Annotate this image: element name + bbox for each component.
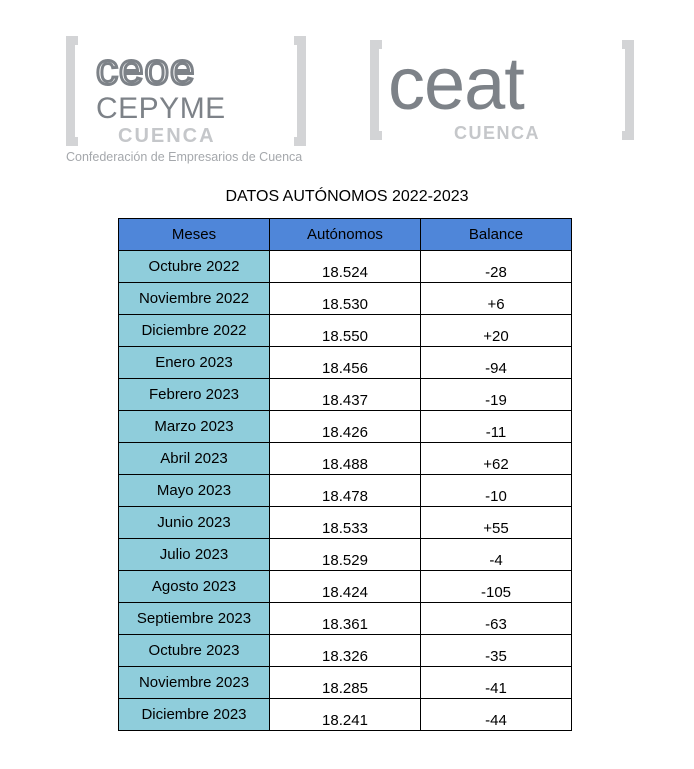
cell-autonomos: 18.241 <box>270 699 421 731</box>
cell-autonomos: 18.361 <box>270 603 421 635</box>
cell-balance: -44 <box>421 699 572 731</box>
table-row <box>119 315 572 347</box>
cell-month: Noviembre 2023 <box>119 667 270 699</box>
cepyme-logo-word: CEPYME <box>96 92 226 125</box>
cell-month: Febrero 2023 <box>119 379 270 411</box>
ceat-logo-word: ceat <box>388 42 524 125</box>
document-title: DATOS AUTÓNOMOS 2022-2023 <box>225 188 469 205</box>
ceat-logo <box>370 40 634 143</box>
cell-month: Octubre 2022 <box>119 251 270 283</box>
ceoe-logo-city: CUENCA <box>118 125 216 147</box>
cell-month: Diciembre 2023 <box>119 699 270 731</box>
cell-balance: +55 <box>421 507 572 539</box>
cell-month: Octubre 2023 <box>119 635 270 667</box>
cell-balance: +62 <box>421 443 572 475</box>
cell-autonomos: 18.529 <box>270 539 421 571</box>
logo-bracket-left <box>370 40 382 140</box>
cell-month: Diciembre 2022 <box>119 315 270 347</box>
ceoe-logo-tagline: Confederación de Empresarios de Cuenca <box>66 150 303 164</box>
table-row <box>119 603 572 635</box>
cell-balance: -63 <box>421 603 572 635</box>
ceoe-cepyme-logo <box>66 36 306 146</box>
cell-autonomos: 18.424 <box>270 571 421 603</box>
cell-balance: -11 <box>421 411 572 443</box>
cell-autonomos: 18.478 <box>270 475 421 507</box>
column-header-balance: Balance <box>421 219 572 251</box>
column-header-autonomos: Autónomos <box>270 219 421 251</box>
table-row <box>119 251 572 283</box>
cell-balance: +6 <box>421 283 572 315</box>
cell-month: Noviembre 2022 <box>119 283 270 315</box>
logo-bracket-right <box>294 36 306 146</box>
cell-balance: -94 <box>421 347 572 379</box>
cell-autonomos: 18.326 <box>270 635 421 667</box>
table-row <box>119 347 572 379</box>
cell-balance: -41 <box>421 667 572 699</box>
table-row <box>119 379 572 411</box>
cell-balance: -105 <box>421 571 572 603</box>
logo-bracket-right <box>622 40 634 140</box>
table-row <box>119 539 572 571</box>
table-row <box>119 507 572 539</box>
table-row <box>119 475 572 507</box>
cell-month: Julio 2023 <box>119 539 270 571</box>
cell-month: Marzo 2023 <box>119 411 270 443</box>
cell-month: Mayo 2023 <box>119 475 270 507</box>
ceat-logo-city: CUENCA <box>454 123 541 143</box>
table-row <box>119 411 572 443</box>
cell-balance: -35 <box>421 635 572 667</box>
logo-bracket-left <box>66 36 78 146</box>
table-row <box>119 699 572 731</box>
cell-month: Enero 2023 <box>119 347 270 379</box>
table-row <box>119 283 572 315</box>
cell-autonomos: 18.533 <box>270 507 421 539</box>
cell-autonomos: 18.456 <box>270 347 421 379</box>
cell-month: Junio 2023 <box>119 507 270 539</box>
cell-balance: -19 <box>421 379 572 411</box>
cell-balance: -28 <box>421 251 572 283</box>
cell-autonomos: 18.530 <box>270 283 421 315</box>
cell-autonomos: 18.524 <box>270 251 421 283</box>
ceoe-logo-word: ceoe <box>96 45 196 94</box>
cell-autonomos: 18.285 <box>270 667 421 699</box>
column-header-meses: Meses <box>119 219 270 251</box>
cell-autonomos: 18.550 <box>270 315 421 347</box>
table-row <box>119 571 572 603</box>
cell-balance: +20 <box>421 315 572 347</box>
table-body <box>119 251 572 731</box>
table-row <box>119 635 572 667</box>
cell-month: Agosto 2023 <box>119 571 270 603</box>
cell-autonomos: 18.488 <box>270 443 421 475</box>
cell-month: Septiembre 2023 <box>119 603 270 635</box>
cell-autonomos: 18.437 <box>270 379 421 411</box>
table-row <box>119 667 572 699</box>
cell-month: Abril 2023 <box>119 443 270 475</box>
table-header-row <box>119 219 572 251</box>
cell-balance: -10 <box>421 475 572 507</box>
table-row <box>119 443 572 475</box>
autonomos-table <box>118 218 572 731</box>
cell-balance: -4 <box>421 539 572 571</box>
cell-autonomos: 18.426 <box>270 411 421 443</box>
